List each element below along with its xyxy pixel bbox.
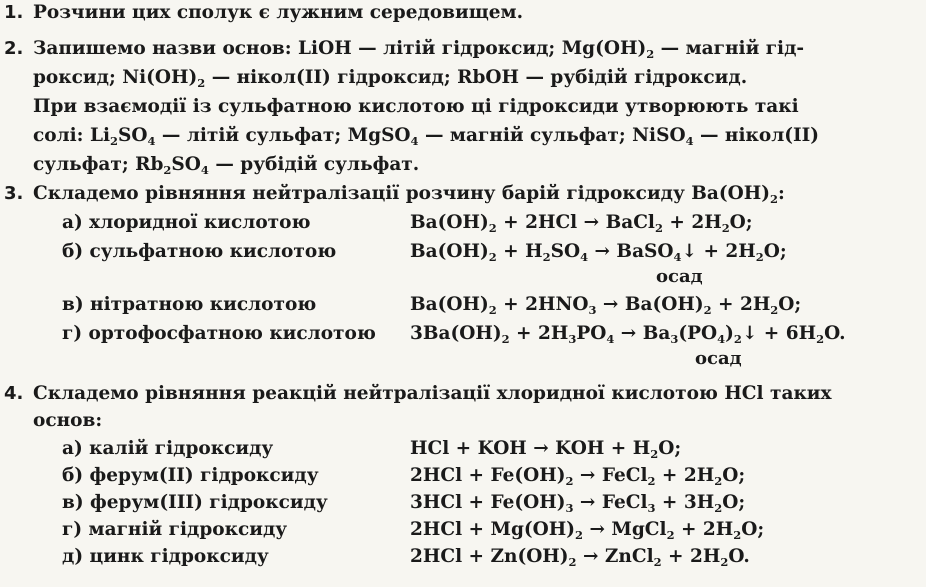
reaction-equation: $Ba(OH)_2 + H_2SO_4$ → BaSO$_4$↓ + $2H_2O$; — [410, 241, 787, 264]
item-text: роксид; $Ni(OH)_2$ — нікол(II) гідроксид; RbOH — рубідій гідроксид. — [33, 67, 748, 90]
reaction-equation: $2HCl + Mg(OH)_2$ → MgCl$_2$ + $2H_2O$; — [410, 519, 765, 542]
reaction-label: а) калій гідроксиду — [62, 438, 274, 459]
item-text: При взаємодії із сульфатною кислотою ці гідроксиди утворюють такі — [33, 96, 799, 117]
item-text: Складемо рівняння нейтралізації розчину барій гідроксиду $Ba(OH)_2$: — [33, 183, 785, 206]
reaction-equation: $Ba(OH)_2 + 2HNO_3 \to Ba(OH)_2 + 2H_2O$; — [410, 294, 802, 317]
reaction-label: а) хлоридної кислотою — [62, 212, 311, 233]
item-number: 4. — [4, 383, 24, 404]
item-number: 1. — [4, 2, 24, 23]
reaction-label: б) сульфатною кислотою — [62, 241, 337, 262]
item-text: Складемо рівняння реакцій нейтралізації хлоридної кислотою HCl таких — [33, 383, 832, 404]
reaction-equation: $Ba(OH)_2 + 2HCl$ → BaCl$_2$ + $2H_2O$; — [410, 212, 753, 235]
item-text: Запишемо назви основ: LiOH — літій гідроксид; $Mg(OH)_2$ — магній гід- — [33, 38, 805, 61]
precipitate-note: осад — [695, 348, 742, 369]
reaction-label: д) цинк гідроксиду — [62, 546, 269, 567]
reaction-label: в) ферум(III) гідроксиду — [62, 492, 328, 513]
reaction-equation: $3HCl + Fe(OH)_3$ → FeCl$_3$ + $3H_2O$; — [410, 492, 746, 515]
reaction-label: г) магній гідроксиду — [62, 519, 288, 540]
item-text: солі: $Li_2SO_4$ — літій сульфат; MgSO$_4$ — магній сульфат; NiSO$_4$ — нікол(II) — [33, 125, 820, 148]
item-text: основ: — [33, 410, 103, 431]
reaction-equation: $2HCl + Fe(OH)_2$ → FeCl$_2$ + $2H_2O$; — [410, 465, 746, 488]
reaction-equation: $2HCl + Zn(OH)_2$ → ZnCl$_2$ + $2H_2O$. — [410, 546, 750, 569]
item-number: 2. — [4, 38, 24, 59]
item-text: Розчини цих сполук є лужним середовищем. — [33, 2, 524, 23]
item-number: 3. — [4, 183, 24, 204]
reaction-label: г) ортофосфатною кислотою — [62, 323, 376, 344]
reaction-label: в) нітратною кислотою — [62, 294, 317, 315]
reaction-label: б) ферум(II) гідроксиду — [62, 465, 319, 486]
reaction-equation: $3Ba(OH)_2 + 2H_3PO_4$ → $Ba_3(PO_4)_2↓ + 6H_2O$. — [410, 323, 846, 346]
reaction-equation: HCl + KOH → KOH + $H_2O$; — [410, 438, 682, 461]
item-text: сульфат; $Rb_2SO_4$ — рубідій сульфат. — [33, 154, 420, 177]
precipitate-note: осад — [656, 266, 703, 287]
